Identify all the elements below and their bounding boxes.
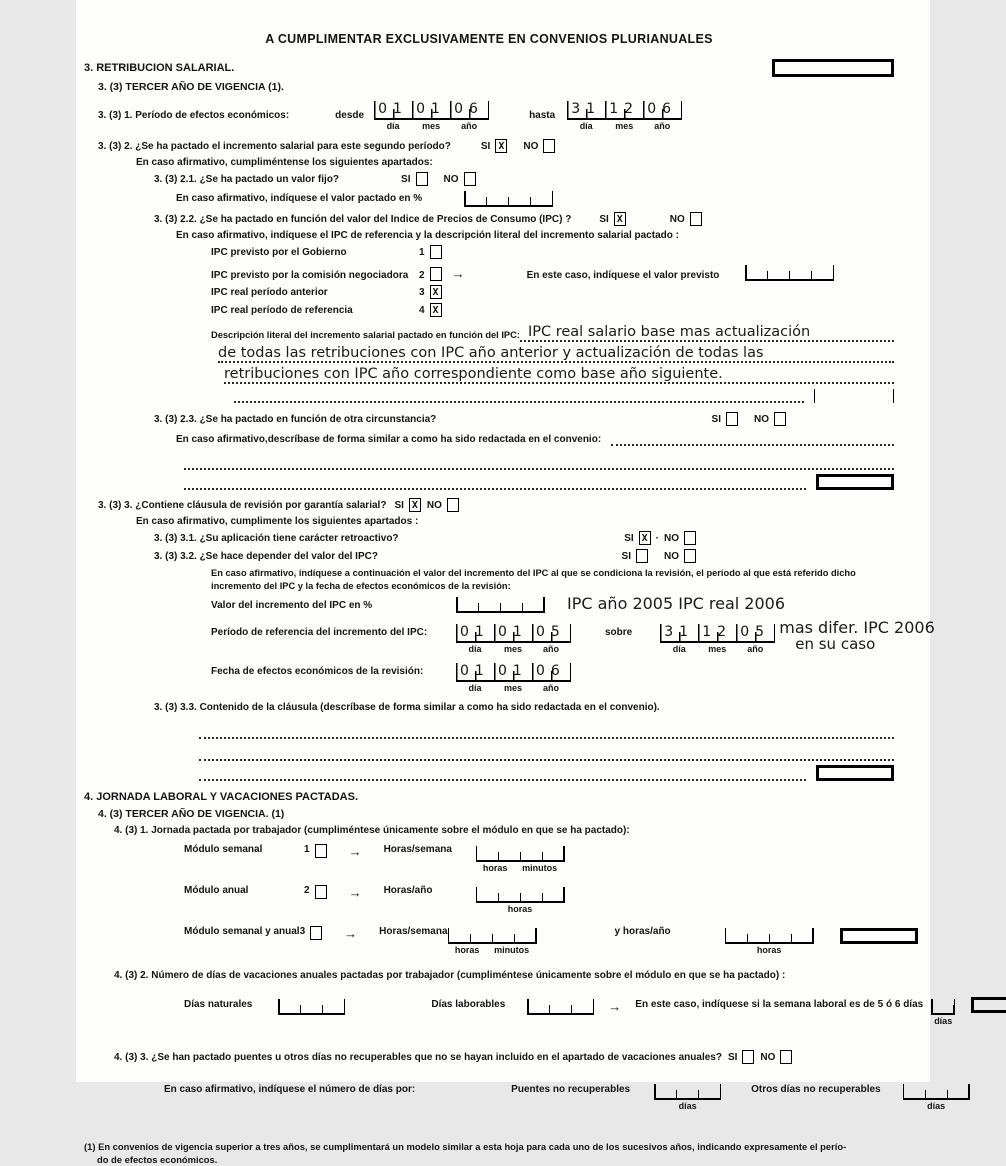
q3-2-si-checkbox[interactable]: X xyxy=(495,139,507,153)
valor-hand-note: IPC año 2005 IPC real 2006 xyxy=(567,594,785,613)
hasta-day-value: 31 xyxy=(571,101,601,117)
q4-2-label: 4. (3) 2. Número de días de vacaciones anuales pactadas por trabajador (cumpliméntese únicamente sobre el módulo en que se ha pactado) : xyxy=(114,970,785,981)
y-horas-ano-label: y horas/año xyxy=(615,926,671,937)
ipc-option-4-label: IPC real período de referencia xyxy=(211,305,419,316)
si-label: SI xyxy=(712,414,721,425)
valor-incremento-comb[interactable] xyxy=(456,595,545,613)
comb-units xyxy=(903,1101,970,1111)
dia-label: día xyxy=(456,683,494,693)
ano-label: año xyxy=(736,644,774,654)
q3-2-3-answer-line-3[interactable] xyxy=(184,475,806,490)
valor-fijo-comb[interactable] xyxy=(464,189,553,207)
periodo-to-month: 12 xyxy=(702,624,732,640)
q3-3-2-label: 3. (3) 3.2. ¿Se hace depender del valor del IPC? xyxy=(154,551,378,562)
dias-unit: días xyxy=(934,1016,952,1026)
no-label: NO xyxy=(670,214,685,225)
periodo-to-day: 31 xyxy=(664,624,694,640)
q3-2-3-no-checkbox[interactable] xyxy=(774,412,786,426)
dia-label: día xyxy=(567,121,605,131)
q3-2-2-no-checkbox[interactable] xyxy=(690,212,702,226)
q3-2-sino xyxy=(481,139,555,153)
desc-hand-3: retribuciones con IPC año correspondiente como base año siguiente. xyxy=(224,366,723,382)
puentes-comb[interactable] xyxy=(654,1082,721,1100)
ano-label: año xyxy=(532,644,570,654)
ipc-option-4-checkbox[interactable]: X xyxy=(430,303,442,317)
modulo-semanal-anual-label: Módulo semanal y anual xyxy=(184,926,300,937)
q3-2-2-hint: En caso afirmativo, indíquese el IPC de referencia y la descripción literal del incremento salarial pactado : xyxy=(176,230,679,241)
date-unit-labels xyxy=(567,121,682,131)
no-label: NO xyxy=(427,500,442,511)
si-label: SI xyxy=(624,533,633,544)
ipc-option-1-label: IPC previsto por el Gobierno xyxy=(211,247,419,258)
q3-1-label: 3. (3) 1. Período de efectos económicos: xyxy=(98,110,289,121)
horas-ano-comb[interactable] xyxy=(476,885,565,903)
ano-label: año xyxy=(450,121,488,131)
q4-3-sino xyxy=(728,1050,792,1064)
otros-dias-label: Otros días no recuperables xyxy=(751,1084,881,1095)
ipc-option-2-extra: En este caso, indíquese el valor previsto xyxy=(527,270,720,281)
desc-line-3[interactable] xyxy=(224,363,894,384)
q3-3-sino xyxy=(394,498,458,512)
date-comb[interactable] xyxy=(567,96,682,120)
q3-3-2-hint-line1: En caso afirmativo, indíquese a continuación el valor del incremento del IPC al que se condiciona la revisión, el período al que está referido dicho xyxy=(211,568,856,578)
sobre-label: sobre xyxy=(605,627,632,638)
q3-2-1-sino xyxy=(401,172,475,186)
horas-ano-field[interactable] xyxy=(476,885,565,914)
dias-laborables-comb[interactable] xyxy=(527,997,594,1015)
puentes-label: Puentes no recuperables xyxy=(511,1084,630,1095)
date-field-fecha-revision[interactable] xyxy=(456,658,571,693)
ano-label: año xyxy=(643,121,681,131)
q3-2-1-no-checkbox[interactable] xyxy=(464,172,476,186)
section3-heading: 3. RETRIBUCION SALARIAL. xyxy=(84,62,234,74)
periodo-to-year: 05 xyxy=(740,624,770,640)
fecha-year: 06 xyxy=(536,663,566,679)
form-page xyxy=(76,0,930,1082)
hasta-month-value: 12 xyxy=(609,101,639,117)
q3-3-si-checkbox[interactable]: X xyxy=(409,498,421,512)
office-code-box[interactable] xyxy=(772,59,894,77)
comb-units xyxy=(654,1101,721,1111)
dia-label: día xyxy=(374,121,412,131)
q3-2-1-hint: En caso afirmativo, indíquese el valor pactado en % xyxy=(176,193,422,204)
no-label: NO xyxy=(523,141,538,152)
ipc-option-2-checkbox[interactable] xyxy=(430,267,442,281)
date-field-periodo-hasta[interactable] xyxy=(660,619,775,654)
periodo-hand-line2: en su caso xyxy=(795,636,935,653)
mes-label: mes xyxy=(412,121,450,131)
arrow-icon: → xyxy=(349,844,362,859)
q3-2-3-label: 3. (3) 2.3. ¿Se ha pactado en función de otra circunstancia? xyxy=(154,414,436,425)
horas-unit: horas xyxy=(757,945,782,955)
section4-vigencia: 4. (3) TERCER AÑO DE VIGENCIA. (1) xyxy=(98,808,284,820)
horas-ano-label: Horas/año xyxy=(384,885,476,896)
q3-2-1-label: 3. (3) 2.1. ¿Se ha pactado un valor fijo? xyxy=(154,174,339,185)
desc-literal-label: Descripción literal del incremento salarial pactado en función del IPC: xyxy=(211,330,520,342)
valor-previsto-comb[interactable] xyxy=(745,263,834,281)
desc-line-1[interactable] xyxy=(520,321,894,342)
ipc-option-1-num: 1 xyxy=(419,247,425,258)
valor-incremento-label: Valor del incremento del IPC en % xyxy=(211,600,456,613)
date-unit-labels xyxy=(660,644,775,654)
semana-dias-comb[interactable] xyxy=(931,997,955,1015)
modulo-anual-label: Módulo anual xyxy=(184,885,304,896)
periodo-referencia-label: Período de referencia del incremento del IPC: xyxy=(211,627,456,638)
q3-3-3-label: 3. (3) 3.3. Contenido de la cláusula (descríbase de forma similar a como ha sido redactada en el convenio). xyxy=(154,702,660,713)
q3-3-no-checkbox[interactable] xyxy=(447,498,459,512)
ipc-option-4-num: 4 xyxy=(419,305,425,316)
ipc-option-3-label: IPC real período anterior xyxy=(211,287,419,298)
footnote-line-2: do de efectos económicos. xyxy=(84,1154,894,1166)
mes-label: mes xyxy=(494,644,532,654)
comb-units xyxy=(725,945,814,955)
q3-3-1-sino xyxy=(624,531,696,545)
date-field-hasta[interactable] xyxy=(567,96,682,131)
desde-label: desde xyxy=(335,110,364,121)
dias-naturales-comb[interactable] xyxy=(278,997,345,1015)
desc-line-2[interactable] xyxy=(218,342,894,363)
dias-laborables-label: Días laborables xyxy=(431,999,505,1010)
ano-label: año xyxy=(532,683,570,693)
q3-3-2-si-checkbox[interactable] xyxy=(636,549,648,563)
q3-3-1-no-checkbox[interactable] xyxy=(684,531,696,545)
horas-ano-comb-2[interactable] xyxy=(725,926,814,944)
fecha-day: 01 xyxy=(460,663,490,679)
no-label: NO xyxy=(760,1052,775,1063)
dias-naturales-label: Días naturales xyxy=(184,999,252,1010)
q3-2-label: 3. (3) 2. ¿Se ha pactado el incremento salarial para este segundo período? xyxy=(98,141,451,152)
date-comb[interactable] xyxy=(660,619,775,643)
q4-3-no-checkbox[interactable] xyxy=(780,1050,792,1064)
otros-dias-comb[interactable] xyxy=(903,1082,970,1100)
desde-month-value: 01 xyxy=(416,101,446,117)
q3-3-2-hint-line2: incremento del IPC y la fecha de efectos económicos de la revisión: xyxy=(211,581,511,591)
fecha-efectos-label: Fecha de efectos económicos de la revisión: xyxy=(211,666,456,677)
q4-3-si-checkbox[interactable] xyxy=(742,1050,754,1064)
ipc-option-2-label: IPC previsto por la comisión negociadora xyxy=(211,270,419,281)
si-label: SI xyxy=(481,141,490,152)
ipc-option-3-num: 3 xyxy=(419,287,425,298)
arrow-icon: → xyxy=(344,926,357,941)
si-label: SI xyxy=(599,214,608,225)
hasta-year-value: 06 xyxy=(647,101,677,117)
date-comb[interactable] xyxy=(456,658,571,682)
q3-2-3-si-checkbox[interactable] xyxy=(726,412,738,426)
date-comb[interactable] xyxy=(374,96,489,120)
mes-label: mes xyxy=(494,683,532,693)
semana-dias-field[interactable] xyxy=(931,997,955,1026)
q3-3-3-code-box[interactable] xyxy=(816,765,894,781)
date-unit-labels xyxy=(456,683,571,693)
si-label: SI xyxy=(728,1052,737,1063)
q3-3-3-answer-line-3[interactable] xyxy=(199,766,806,781)
dia-label: día xyxy=(456,644,494,654)
dot-separator: · xyxy=(656,533,659,544)
form-title: A CUMPLIMENTAR EXCLUSIVAMENTE EN CONVENIOS PLURIANUALES xyxy=(84,0,894,46)
puentes-field[interactable] xyxy=(654,1082,721,1111)
section3-vigencia: 3. (3) TERCER AÑO DE VIGENCIA (1). xyxy=(98,81,284,93)
date-field-periodo-desde[interactable] xyxy=(456,619,571,654)
q4-3-hint: En caso afirmativo, indíquese el número de días por: xyxy=(164,1084,415,1095)
periodo-from-day: 01 xyxy=(460,624,490,640)
no-label: NO xyxy=(754,414,769,425)
si-label: SI xyxy=(622,551,631,562)
date-field-desde[interactable] xyxy=(374,96,489,131)
semana-laboral-hint: En este caso, indíquese si la semana laboral es de 5 ó 6 días xyxy=(635,999,923,1010)
comb-units xyxy=(476,904,565,914)
q3-2-1-si-checkbox[interactable] xyxy=(416,172,428,186)
horas-unit: horas xyxy=(508,904,533,914)
q3-3-3-answer-line-2[interactable] xyxy=(199,746,894,761)
q3-3-1-si-checkbox[interactable]: X xyxy=(639,531,651,545)
desc-hand-1: IPC real salario base mas actualización xyxy=(528,324,810,340)
q4-1-label: 4. (3) 1. Jornada pactada por trabajador (cumpliméntese únicamente sobre el módulo en que se ha pactado): xyxy=(114,825,630,836)
periodo-from-month: 01 xyxy=(498,624,528,640)
date-unit-labels xyxy=(374,121,489,131)
footnote xyxy=(84,1141,894,1166)
q3-2-hint: En caso afirmativo, cumpliméntense los siguientes apartados: xyxy=(136,157,433,168)
horas-ano-field-2[interactable] xyxy=(725,926,814,955)
vacaciones-code-box[interactable] xyxy=(971,997,1006,1013)
q3-3-2-sino xyxy=(622,549,696,563)
q3-2-3-code-box[interactable] xyxy=(816,474,894,490)
q3-2-2-si-checkbox[interactable]: X xyxy=(614,212,626,226)
horas-unit: horas xyxy=(483,863,508,873)
desc-hand-2: de todas las retribuciones con IPC año anterior y actualización de todas las xyxy=(218,345,764,361)
q3-2-3-answer-line-1[interactable] xyxy=(611,431,894,446)
modulo-semanal-num: 1 xyxy=(304,844,310,855)
jornada-code-box[interactable] xyxy=(840,928,918,944)
si-label: SI xyxy=(394,500,403,511)
desc-code-field[interactable] xyxy=(814,389,894,403)
mes-label: mes xyxy=(698,644,736,654)
q3-2-no-checkbox[interactable] xyxy=(543,139,555,153)
date-comb[interactable] xyxy=(456,619,571,643)
q3-3-label: 3. (3) 3. ¿Contiene cláusula de revisión por garantía salarial? xyxy=(98,500,386,511)
periodo-from-year: 05 xyxy=(536,624,566,640)
horas-semana-label: Horas/semana xyxy=(384,844,476,855)
modulo-semanal-anual-num: 3 xyxy=(300,926,306,937)
ipc-option-1-checkbox[interactable] xyxy=(430,245,442,259)
periodo-hand-line1: mas difer. IPC 2006 xyxy=(779,619,935,636)
desde-year-value: 06 xyxy=(454,101,484,117)
fecha-month: 01 xyxy=(498,663,528,679)
comb-units xyxy=(931,1016,955,1026)
q3-3-2-no-checkbox[interactable] xyxy=(684,549,696,563)
dias-unit: días xyxy=(679,1101,697,1111)
modulo-semanal-anual-checkbox[interactable] xyxy=(310,926,322,940)
modulo-anual-num: 2 xyxy=(304,885,310,896)
q3-3-hint: En caso afirmativo, cumplimente los siguientes apartados : xyxy=(136,516,418,527)
ipc-option-2-num: 2 xyxy=(419,270,425,281)
horas-semana-label: Horas/semana xyxy=(379,926,447,937)
modulo-semanal-label: Módulo semanal xyxy=(184,844,304,855)
desde-day-value: 01 xyxy=(378,101,408,117)
horas-unit: horas xyxy=(455,945,480,955)
otros-dias-field[interactable] xyxy=(903,1082,970,1111)
date-unit-labels xyxy=(456,644,571,654)
no-label: NO xyxy=(444,174,459,185)
modulo-semanal-checkbox[interactable] xyxy=(315,844,327,858)
ipc-option-3-checkbox[interactable]: X xyxy=(430,285,442,299)
q3-3-1-label: 3. (3) 3.1. ¿Su aplicación tiene carácter retroactivo? xyxy=(154,533,399,544)
q3-3-3-answer-line-1[interactable] xyxy=(199,724,894,739)
si-label: SI xyxy=(401,174,410,185)
footnote-line-1: (1) En convenios de vigencia superior a tres años, se cumplimentará un modelo similar a esta hoja para cada uno de los sucesivos años, indicando expresamente el perío- xyxy=(84,1141,894,1154)
arrow-icon: → xyxy=(452,266,465,281)
q3-2-2-label: 3. (3) 2.2. ¿Se ha pactado en función del valor del Indice de Precios de Consumo (IPC) ? xyxy=(154,214,571,225)
minutos-unit: minutos xyxy=(494,945,529,955)
horas-semana-comb[interactable] xyxy=(476,844,565,862)
horas-semana-field[interactable] xyxy=(476,844,565,873)
arrow-icon: → xyxy=(608,999,621,1014)
mes-label: mes xyxy=(605,121,643,131)
q3-2-3-sino xyxy=(712,412,786,426)
minutos-unit: minutos xyxy=(522,863,557,873)
comb-units xyxy=(448,945,537,955)
q3-2-2-sino xyxy=(599,212,701,226)
section4-heading: 4. JORNADA LABORAL Y VACACIONES PACTADAS. xyxy=(84,791,358,803)
q3-2-3-hint: En caso afirmativo,descríbase de forma similar a como ha sido redactada en el convenio: xyxy=(176,434,601,446)
no-label: NO xyxy=(664,533,679,544)
no-label: NO xyxy=(664,551,679,562)
comb-units xyxy=(476,863,565,873)
arrow-icon: → xyxy=(349,885,362,900)
hasta-label: hasta xyxy=(529,110,555,121)
dias-unit: días xyxy=(927,1101,945,1111)
dia-label: día xyxy=(660,644,698,654)
horas-semana-comb-2[interactable] xyxy=(448,926,537,944)
modulo-anual-checkbox[interactable] xyxy=(315,885,327,899)
q3-2-3-answer-line-2[interactable] xyxy=(184,455,894,470)
periodo-hand-note xyxy=(779,619,935,653)
horas-semana-field-2[interactable] xyxy=(448,926,537,955)
q4-3-label: 4. (3) 3. ¿Se han pactado puentes u otros días no recuperables que no se hayan incluido en el apartado de vacaciones anuales? xyxy=(114,1052,722,1063)
desc-line-4[interactable] xyxy=(234,388,804,403)
